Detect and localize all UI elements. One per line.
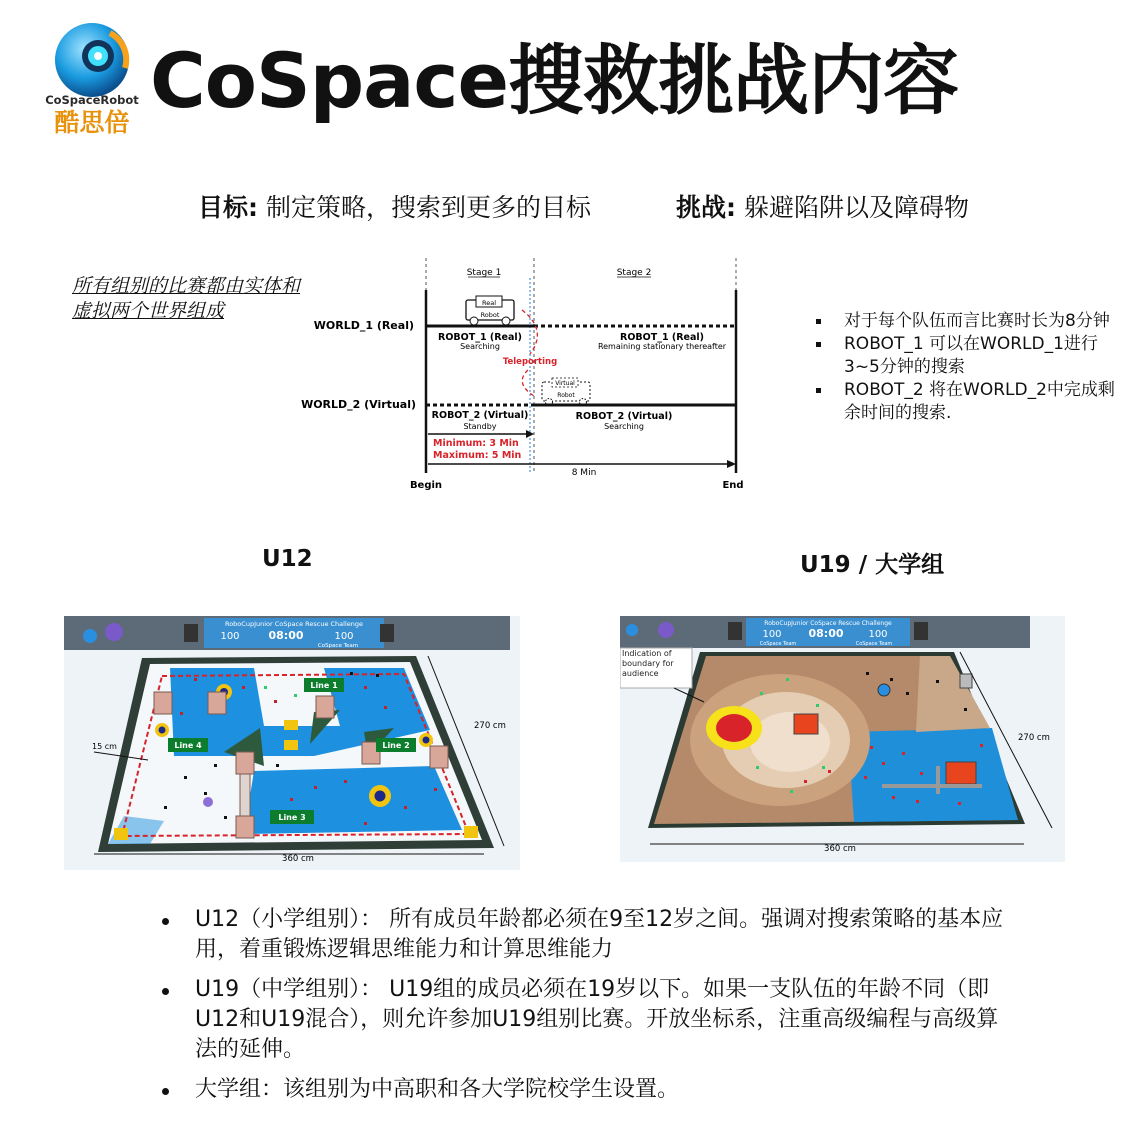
u12-line1: Line 1	[310, 681, 338, 690]
robot2-standby-sub: Standby	[463, 422, 497, 431]
challenge-statement	[676, 188, 969, 224]
u12-banner: RoboCupJunior CoSpace Rescue Challenge	[224, 620, 364, 628]
goal-label: 目标:	[198, 193, 258, 222]
robot2-standby-title: ROBOT_2 (Virtual)	[431, 410, 529, 421]
u12-section-label: U12	[262, 546, 313, 572]
list-item: ROBOT_1 可以在WORLD_1进行3~5分钟的搜索	[812, 333, 1124, 379]
u12-depth: 270 cm	[474, 721, 506, 731]
robot1-searching-title: ROBOT_1 (Real)	[438, 332, 522, 343]
world1-label: WORLD_1 (Real)	[313, 319, 414, 332]
list-item: U19（中学组别）： U19组的成员必须在19岁以下。如果一支队伍的年龄不同（即U12和U19混合），则允许参加U19组别比赛。开放坐标系，注重高级编程与高级算法的延伸。	[160, 975, 1010, 1065]
minimum-label: Minimum: 3 Min	[433, 438, 519, 449]
stage2-label: Stage 2	[616, 268, 652, 278]
u12-line3: Line 3	[278, 813, 306, 822]
maximum-label: Maximum: 5 Min	[433, 450, 522, 461]
begin-label: Begin	[409, 480, 443, 491]
u19-width: 360 cm	[824, 844, 856, 854]
u12-score-left: 100	[220, 631, 240, 642]
list-item: U12（小学组别）： 所有成员年龄都必须在9至12岁之间。强调对搜索策略的基本应用，着重锻炼逻辑思维能力和计算思维能力	[160, 905, 1010, 965]
robot1-stationary-title: ROBOT_1 (Real)	[620, 332, 704, 343]
u19-timer: 08:00	[808, 627, 844, 640]
u12-timer: 08:00	[268, 629, 304, 642]
svg-text:Real: Real	[481, 299, 497, 307]
robot2-searching-title: ROBOT_2 (Virtual)	[575, 411, 673, 422]
bullet-icon	[162, 918, 169, 925]
robot2-searching-sub: Searching	[604, 422, 644, 431]
svg-text:Robot: Robot	[480, 311, 500, 319]
u12-line2: Line 2	[382, 741, 410, 750]
u12-margin: 15 cm	[92, 742, 117, 751]
teleporting-label: Teleporting	[502, 357, 558, 367]
list-item: 对于每个队伍而言比赛时长为8分钟	[812, 310, 1124, 333]
world-timeline-diagram	[290, 258, 760, 498]
rules-list	[812, 310, 1124, 425]
goal-statement	[198, 188, 591, 224]
stage1-label: Stage 1	[466, 268, 502, 278]
world2-label: WORLD_2 (Virtual)	[301, 398, 416, 411]
list-item: 大学组：该组别为中高职和各大学院校学生设置。	[160, 1075, 1010, 1105]
robot1-searching-sub: Searching	[460, 342, 500, 351]
u12-width: 360 cm	[282, 854, 314, 864]
bullet-icon	[816, 319, 821, 324]
u19-boundary-note: Indication of boundary for audience	[622, 649, 674, 678]
u19-score-left: 100	[762, 629, 782, 640]
page-title: CoSpace搜救挑战内容	[150, 36, 959, 125]
logo-globe-icon	[40, 18, 145, 138]
real-robot-icon	[466, 296, 514, 325]
bullet-icon	[162, 1088, 169, 1095]
svg-text:Robot: Robot	[557, 392, 575, 399]
u12-team: CoSpace Team	[317, 643, 359, 649]
bullet-icon	[816, 342, 821, 347]
world-note: 所有组别的比赛都由实体和虚拟两个世界组成	[72, 275, 301, 322]
bullet-icon	[162, 988, 169, 995]
total-label: 8 Min	[571, 468, 597, 478]
robot1-stationary-sub: Remaining stationary thereafter	[597, 342, 727, 351]
u12-line4: Line 4	[174, 741, 202, 750]
u19-arena-image	[620, 616, 1065, 862]
list-item: ROBOT_2 将在WORLD_2中完成剩余时间的搜索.	[812, 379, 1124, 425]
u19-team-right: CoSpace Team	[855, 641, 893, 647]
u19-depth: 270 cm	[1018, 733, 1050, 743]
challenge-text: 躲避陷阱以及障碍物	[736, 193, 969, 222]
challenge-label: 挑战:	[676, 193, 736, 222]
u19-banner: RoboCupJunior CoSpace Rescue Challenge	[764, 620, 892, 627]
virtual-robot-icon	[542, 378, 590, 406]
group-list	[160, 905, 1010, 1115]
u19-score-right: 100	[868, 629, 888, 640]
logo-text-cn: 酷思倍	[54, 108, 130, 137]
u19-team-left: CoSpace Team	[759, 641, 797, 647]
u12-score-right: 100	[334, 631, 354, 642]
svg-text:Virtual: Virtual	[555, 380, 575, 387]
bullet-icon	[816, 388, 821, 393]
goal-text: 制定策略，搜索到更多的目标	[258, 193, 591, 222]
u12-arena-image	[64, 616, 520, 870]
u19-section-label: U19 / 大学组	[800, 552, 945, 578]
end-label: End	[722, 480, 744, 491]
cospace-logo	[40, 18, 145, 138]
logo-text-en: CoSpaceRobot	[45, 93, 139, 107]
